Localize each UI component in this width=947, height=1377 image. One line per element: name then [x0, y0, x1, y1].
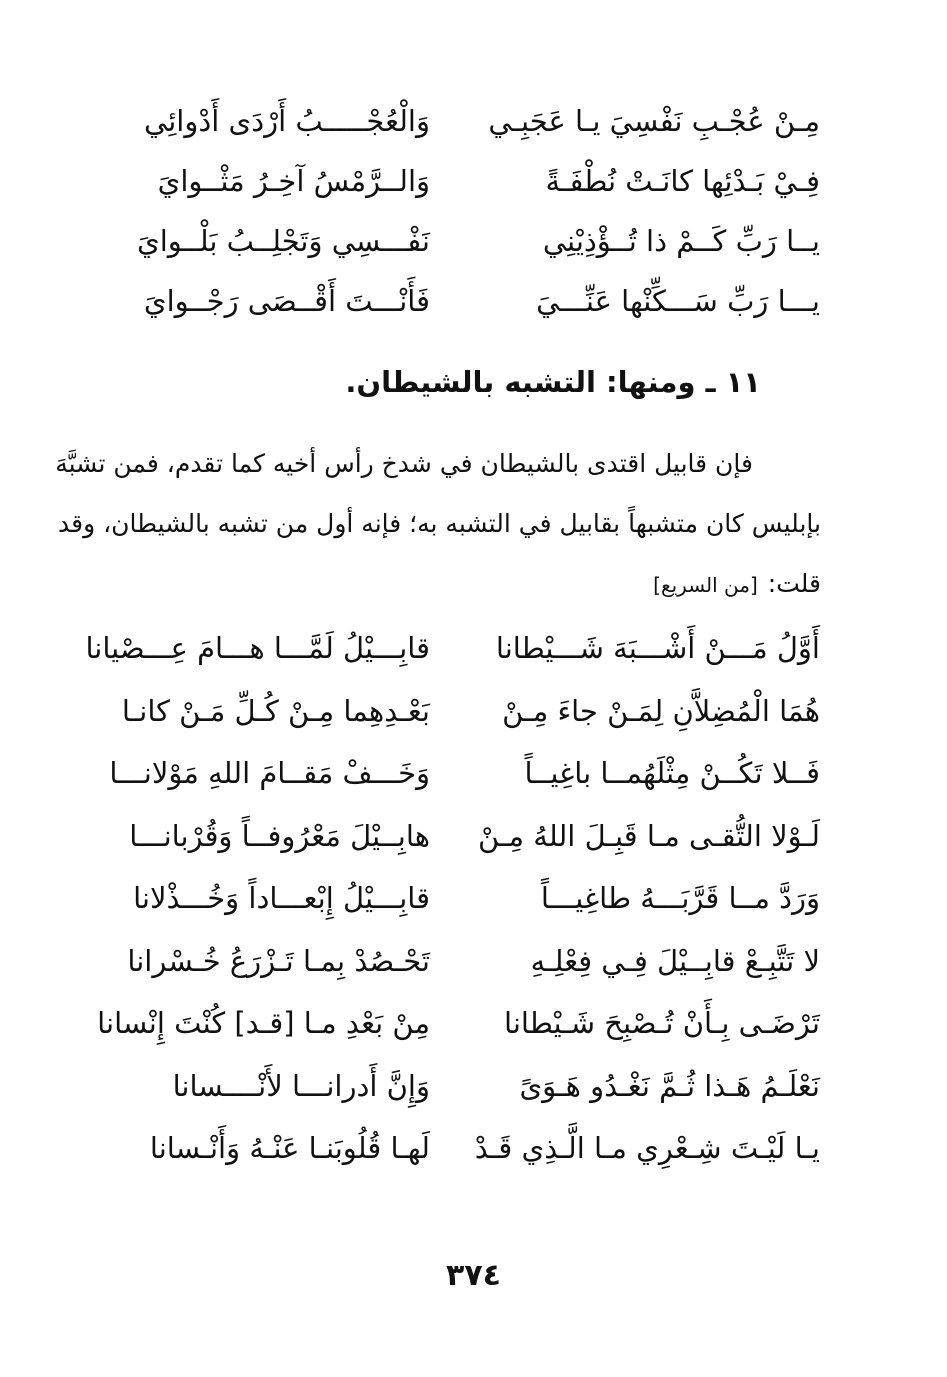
verse-first-hemistich: فَــلا تَكُــنْ مِثْلَهُمــا باغِيــاً: [524, 756, 820, 791]
verse-second-hemistich: نَفْـــسِي وَتَجْلِــبُ بَلْــوايَ: [137, 224, 430, 259]
paragraph-lead-text: قلت:: [767, 569, 821, 598]
verse-row: [100, 931, 820, 994]
verse-first-hemistich: هُمَا الْمُضِلاَّنِ لِمَـنْ جاءَ مِـنْ: [502, 693, 820, 728]
verse-second-hemistich: وَإِنَّ أَدرانـــا لأَنْــــسانا: [172, 1068, 430, 1103]
verse-first-hemistich: تَرْضَـى بِـأَنْ تُـصْبِحَ شَـيْطانا: [504, 1006, 820, 1041]
page-number: ٣٧٤: [446, 1258, 501, 1293]
verse-first-hemistich: لَـوْلا التُّقـى مـا قَبِـلَ اللهُ مِـنْ: [477, 818, 820, 853]
verse-row: [100, 806, 820, 869]
verse-row: [100, 92, 820, 152]
verse-second-hemistich: وَالــرَّمْسُ آخِـرُ مَثْــوايَ: [157, 164, 430, 199]
verse-second-hemistich: فَأَنْـــتَ أَقْــصَى رَجْــوايَ: [143, 284, 430, 319]
meter-label: [من السريع]: [653, 573, 758, 597]
verse-row: [100, 1056, 820, 1119]
verse-first-hemistich: يــا رَبِّ كَــمْ ذا تُــؤْذِيْنِي: [542, 224, 820, 259]
paragraph-line: [121, 554, 821, 614]
section-heading: ١١ ـ ومنها: التشبه بالشيطان.: [345, 365, 761, 399]
verse-second-hemistich: قابِـــيْلُ لَمَّـــا هـــامَ عِـــصْيانا: [85, 631, 430, 666]
verse-row: [85, 618, 820, 681]
verse-row: [100, 152, 820, 212]
verse-first-hemistich: لا تَتَّبِـعْ قابِــيْلَ فِـي فِعْلِـهِ: [530, 943, 820, 978]
verse-first-hemistich: يـا لَيْـتَ شِـعْرِي مـا الَّـذِي قَـدْ: [474, 1131, 820, 1166]
paragraph-line: فإن قابيل اقتدى بالشيطان في شدخ رأس أخيه كما تقدم، فمن تشبَّهَ: [55, 449, 753, 478]
verse-row: [97, 993, 820, 1056]
verse-first-hemistich: أَوَّلُ مَـــنْ أَشْـــبَهَ شَـــيْطانا: [495, 631, 820, 666]
poem-top: [100, 92, 820, 332]
verse-row: [100, 868, 820, 931]
verse-second-hemistich: لَهـا قُلُوبَنـا عَنْـهُ وَأَنْـسانا: [149, 1131, 430, 1166]
verse-row: [100, 1118, 820, 1181]
verse-second-hemistich: قابِـــيْلُ إِبْعـــاداً وَخُـــذْلانا: [133, 881, 430, 916]
verse-row: [100, 272, 820, 332]
verse-row: [100, 681, 820, 744]
verse-row: [100, 743, 820, 806]
verse-second-hemistich: هابِــيْلَ مَعْرُوفــاً وَقُرْبانـــا: [129, 818, 430, 853]
verse-second-hemistich: بَعْـدِهِما مِـنْ كُـلِّ مَـنْ كانـا: [121, 693, 430, 728]
paragraph-line: بإبليس كان متشبهاً بقابيل في التشبه به؛ فإنه أول من تشبه بالشيطان، وقد: [58, 509, 821, 538]
verse-row: [100, 212, 820, 272]
verse-second-hemistich: وَخَـــفْ مَقــامَ اللهِ مَوْلانـــا: [109, 756, 430, 791]
body-paragraph: [55, 434, 821, 614]
verse-second-hemistich: تَحْـصُدْ بِمـا تَـزْرَعُ خُـسْرانا: [127, 943, 430, 978]
verse-first-hemistich: نَعْلَـمُ هَـذا ثُـمَّ نَغْـدُو هَـوَىً: [519, 1068, 820, 1103]
verse-first-hemistich: وَرَدَّ مــا قَرَّبَـــهُ طاغِيـــاً: [540, 881, 820, 916]
verse-first-hemistich: يـــا رَبِّ سَـــكِّنْها عَنِّـــيَ: [536, 284, 820, 319]
verse-second-hemistich: وَالْعُجْـــــبُ أَرْدَى أَدْوائِي: [144, 104, 430, 139]
verse-first-hemistich: فِـيْ بَـدْئِها كانَـتْ نُطْفَـةً: [545, 164, 820, 199]
verse-second-hemistich: مِنْ بَعْدِ مـا [قـد] كُنْتَ إِنْسانا: [97, 1006, 430, 1041]
poem-bottom: [85, 618, 820, 1181]
verse-first-hemistich: مِـنْ عُجْـبِ نَفْسِيَ يـا عَجَبِـي: [488, 104, 820, 139]
